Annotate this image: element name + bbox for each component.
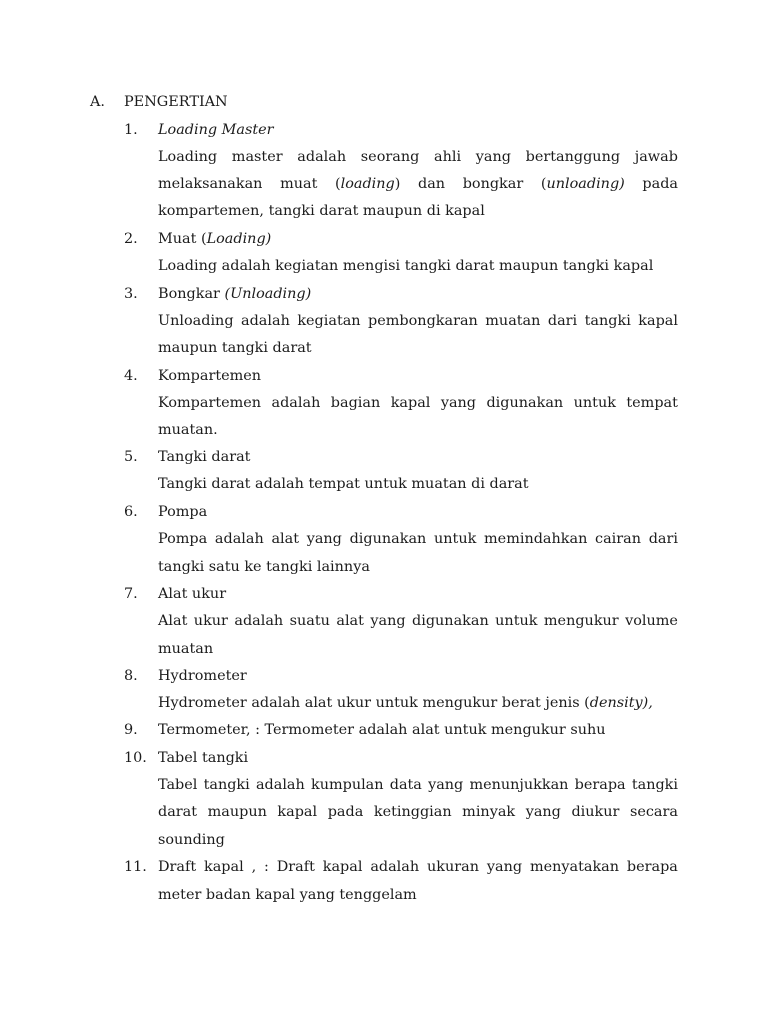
word: kumpulan — [310, 777, 384, 793]
word: data — [389, 777, 422, 793]
word: volume — [625, 613, 678, 629]
word: yang — [306, 531, 342, 547]
word: : — [264, 859, 269, 875]
word: adalah — [241, 313, 290, 329]
item-line: Termometer, : Termometer adalah alat untuk mengukur suhu — [158, 722, 606, 738]
word: yang — [440, 395, 477, 411]
item-definition-line — [158, 775, 678, 795]
word: kapal — [277, 804, 318, 820]
word: Draft — [158, 859, 197, 875]
word: ( — [540, 176, 547, 192]
word: untuk — [573, 395, 616, 411]
item-term: Pompa — [158, 504, 208, 520]
section-letter: A. — [90, 94, 105, 110]
word: adalah — [271, 395, 321, 411]
word: yang — [428, 777, 464, 793]
word: pada — [642, 176, 678, 192]
term-text: Bongkar — [158, 286, 225, 302]
item-definition-line — [158, 693, 653, 713]
item-definition-line: muatan. — [158, 422, 218, 438]
word: Alat — [158, 613, 188, 629]
word: maupun — [207, 804, 267, 820]
word: minyak — [462, 804, 516, 820]
def-italic: density), — [589, 695, 653, 711]
word: kapal — [638, 313, 678, 329]
word: master — [231, 149, 283, 165]
word: Draft — [276, 859, 315, 875]
word: tangki — [203, 777, 250, 793]
word: Unloading — [158, 313, 234, 329]
word: melaksanakan — [158, 176, 263, 192]
word: adalah — [297, 149, 347, 165]
item-term: Hydrometer — [158, 668, 247, 684]
word: ahli — [434, 149, 462, 165]
word: Tabel — [158, 777, 198, 793]
word: digunakan — [412, 613, 489, 629]
item-number: 11. — [124, 859, 147, 875]
item-number: 6. — [124, 504, 138, 520]
word: untuk — [495, 613, 538, 629]
item-term — [158, 120, 274, 140]
word: kapal — [203, 859, 244, 875]
word: adalah — [370, 859, 420, 875]
word: muat — [280, 176, 318, 192]
item-definition-line — [158, 529, 678, 549]
item-definition-line — [158, 393, 678, 413]
word: memindahkan — [484, 531, 588, 547]
word: yang — [370, 613, 406, 629]
word: kegiatan — [297, 313, 361, 329]
word: ( — [334, 176, 341, 192]
item-definition-line: muatan — [158, 641, 214, 657]
item-definition-line: Loading adalah kegiatan mengisi tangki darat maupun tangki kapal — [158, 258, 654, 274]
word: dari — [547, 313, 578, 329]
word: Loading — [158, 149, 218, 165]
item-term — [158, 284, 311, 304]
word: untuk — [434, 531, 477, 547]
word: jawab — [634, 149, 678, 165]
word-group — [335, 174, 400, 194]
term-text: Muat ( — [158, 231, 207, 247]
item-number: 9. — [124, 722, 138, 738]
def-text: Hydrometer adalah alat ukur untuk mengukur berat jenis ( — [158, 695, 590, 711]
item-definition-line: tangki satu ke tangki lainnya — [158, 559, 370, 575]
word: tangki — [631, 777, 678, 793]
term-text: Loading Master — [158, 122, 274, 138]
word: berapa — [574, 777, 626, 793]
word: yang — [525, 804, 561, 820]
item-definition-line — [158, 174, 678, 194]
word: alat — [336, 613, 364, 629]
word: bertanggung — [525, 149, 621, 165]
word: bongkar — [462, 176, 524, 192]
word: suatu — [289, 613, 330, 629]
item-definition-line — [158, 311, 678, 331]
word: darat — [158, 804, 198, 820]
item-definition-line: kompartemen, tangki darat maupun di kapal — [158, 203, 485, 219]
item-line — [158, 857, 678, 877]
item-term: Alat ukur — [158, 586, 227, 602]
word: digunakan — [349, 531, 427, 547]
word: loading — [340, 176, 395, 192]
word: diukur — [571, 804, 620, 820]
word: adalah — [214, 531, 264, 547]
item-definition-line — [158, 611, 678, 631]
word: dan — [418, 176, 446, 192]
item-number: 10. — [124, 750, 147, 766]
word: Pompa — [158, 531, 208, 547]
item-definition-line: meter badan kapal yang tenggelam — [158, 887, 417, 903]
word: cairan — [595, 531, 642, 547]
word: seorang — [360, 149, 420, 165]
word: pembongkaran — [368, 313, 478, 329]
word: menyatakan — [529, 859, 620, 875]
word: digunakan — [486, 395, 564, 411]
word: mengukur — [543, 613, 619, 629]
word: berapa — [626, 859, 678, 875]
item-term: Tabel tangki — [158, 750, 249, 766]
word: alat — [271, 531, 299, 547]
word: bagian — [330, 395, 381, 411]
word: Kompartemen — [158, 395, 262, 411]
word: menunjukkan — [469, 777, 569, 793]
word: adalah — [234, 613, 284, 629]
item-number: 8. — [124, 668, 138, 684]
item-definition-line: maupun tangki darat — [158, 340, 312, 356]
item-number: 4. — [124, 368, 138, 384]
word: secara — [629, 804, 678, 820]
item-number: 5. — [124, 449, 138, 465]
word: adalah — [255, 777, 305, 793]
item-term — [158, 229, 271, 249]
word: ) — [394, 176, 401, 192]
word: kapal — [322, 859, 363, 875]
term-italic: Loading) — [206, 231, 272, 247]
section-title: PENGERTIAN — [124, 94, 228, 110]
word-group — [541, 174, 625, 194]
word: yang — [475, 149, 511, 165]
word: ketinggian — [373, 804, 452, 820]
item-number: 3. — [124, 286, 138, 302]
word: ukuran — [427, 859, 479, 875]
word: muatan — [485, 313, 541, 329]
word: dari — [648, 531, 678, 547]
word: ukur — [193, 613, 228, 629]
item-number: 2. — [124, 231, 138, 247]
word: pada — [327, 804, 364, 820]
term-italic: (Unloading) — [224, 286, 312, 302]
word: unloading) — [546, 176, 625, 192]
item-number: 7. — [124, 586, 138, 602]
word: , — [251, 859, 257, 875]
item-number: 1. — [124, 122, 138, 138]
word: kapal — [390, 395, 431, 411]
item-term: Kompartemen — [158, 368, 262, 384]
item-definition-line — [158, 802, 678, 822]
word: tangki — [584, 313, 631, 329]
item-definition-line: Tangki darat adalah tempat untuk muatan di darat — [158, 476, 529, 492]
word: yang — [486, 859, 523, 875]
item-definition-line — [158, 147, 678, 167]
item-term: Tangki darat — [158, 449, 251, 465]
item-definition-line: sounding — [158, 832, 225, 848]
word: tempat — [626, 395, 678, 411]
